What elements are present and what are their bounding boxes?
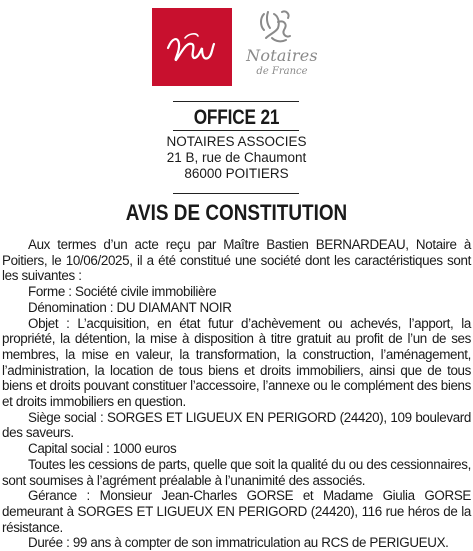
notice-paragraph: Gérance : Monsieur Jean-Charles GORSE et Madame Giulia GORSE demeurant à SORGES ET LIGUEUX EN PERIGORD (24420), 116 rue héros de la résistance. — [2, 488, 471, 535]
monogram-icon — [152, 8, 232, 86]
notice-paragraph: Dénomination : DU DIAMANT NOIR — [28, 299, 232, 315]
notice-divider — [173, 193, 299, 194]
notaires-subtitle: de France — [256, 66, 308, 77]
notary-monogram-logo — [152, 8, 232, 86]
notaires-name: Notaires — [246, 46, 318, 65]
notice-paragraph: Durée : 99 ans à compter de son immatriculation au RCS de PERIGUEUX. — [28, 535, 449, 551]
notice-paragraph: Capital social : 1000 euros — [28, 441, 177, 457]
marianne-icon — [240, 8, 330, 46]
office-line-1: NOTAIRES ASSOCIES — [166, 134, 307, 149]
office-title: OFFICE 21 — [193, 106, 280, 129]
notice-paragraph: Forme : Société civile immobilière — [28, 284, 217, 300]
notice-paragraph: Toutes les cessions de parts, quelle que soit la qualité du ou des cessionnaires, sont soumises à l’agrément préalable à l’unanimité des associés. — [2, 456, 471, 488]
office-line-2: 21 B, rue de Chaumont — [166, 150, 307, 165]
notice-paragraph: Aux termes d’un acte reçu par Maître Bastien BERNARDEAU, Notaire à Poitiers, le 10/06/2025, il a été constitué une société dont les caractéristiques sont les suivantes : — [2, 237, 471, 284]
office-divider — [173, 130, 299, 131]
notice-title: AVIS DE CONSTITUTION — [125, 200, 348, 225]
top-divider — [173, 101, 299, 102]
notice-paragraph: Objet : L’acquisition, en état futur d’achèvement ou achevés, l’apport, la propriété, la détention, la mise à disposition à titre gratuit au profit de l’un de ses membres, la mise en valeur, la transformation, la construction, l’aménagement, l’administration, la location de tous biens et droits immobiliers, ainsi que de tous biens et droits pouvant constituer l’accessoire, l’annexe ou le complément des biens et droits immobiliers en question. — [2, 315, 471, 410]
office-line-3: 86000 POITIERS — [184, 166, 289, 181]
notaires-de-france-logo — [240, 8, 330, 86]
notice-body — [2, 237, 471, 551]
notice-paragraph: Siège social : SORGES ET LIGUEUX EN PERIGORD (24420), 109 boulevard des saveurs. — [2, 409, 471, 441]
